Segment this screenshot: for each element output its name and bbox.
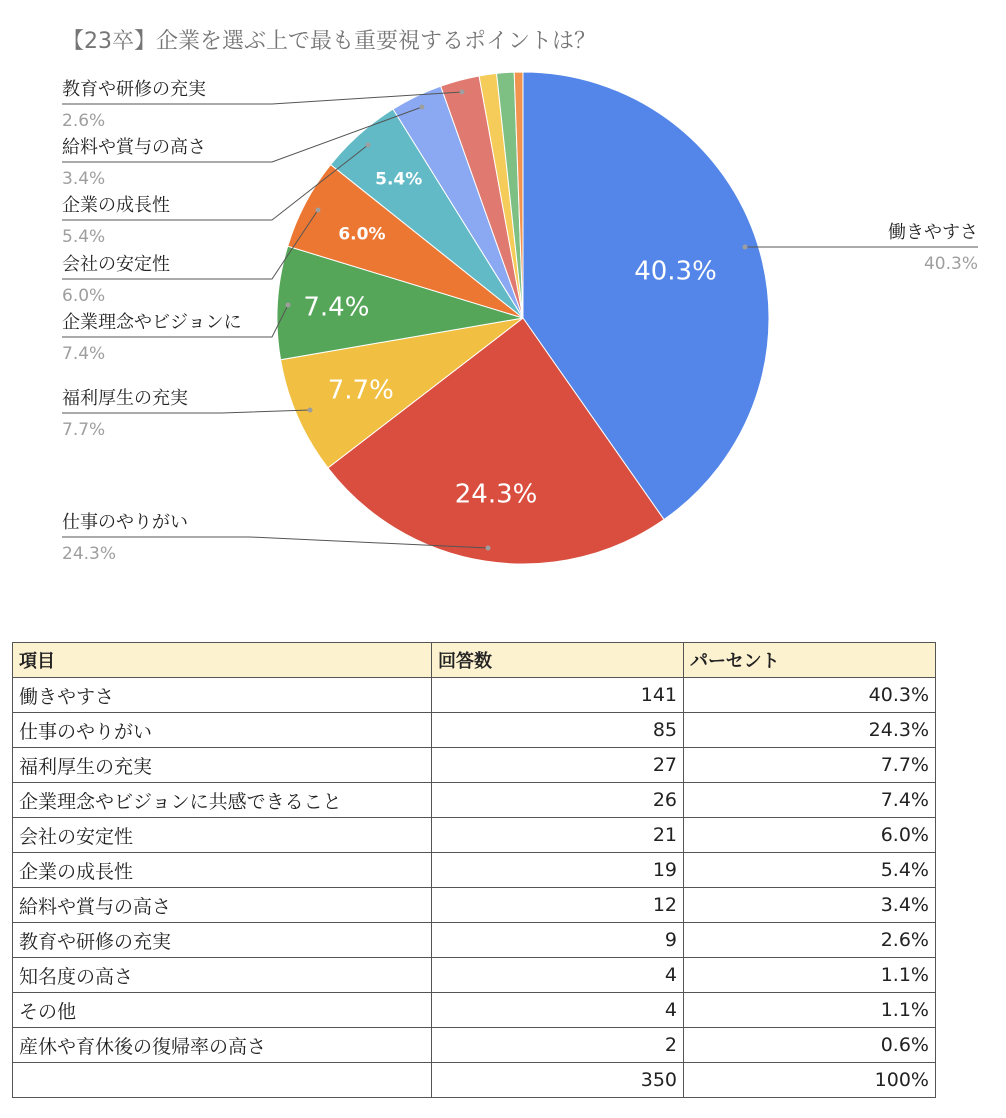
cell-percent: 6.0% [684, 818, 936, 853]
table-body [13, 678, 936, 1098]
slice-value-label: 5.4% [375, 169, 423, 190]
slice-category-label: 会社の安定性 [62, 254, 170, 275]
table-row [13, 923, 936, 958]
header-count: 回答数 [432, 643, 684, 678]
slice-category-label: 福利厚生の充実 [62, 388, 188, 409]
slice-category-label: 教育や研修の充実 [62, 79, 206, 100]
data-table [12, 642, 936, 1098]
cell-percent: 100% [684, 1063, 936, 1098]
slice-percent-label: 7.4% [62, 344, 106, 364]
cell-item: 教育や研修の充実 [13, 923, 432, 958]
slice-value-label: 24.3% [454, 479, 538, 510]
cell-percent: 1.1% [684, 958, 936, 993]
cell-item: 企業の成長性 [13, 853, 432, 888]
slice-value-label: 6.0% [338, 224, 386, 245]
slice-value-label: 7.4% [303, 292, 370, 323]
cell-item: 知名度の高さ [13, 958, 432, 993]
leader-dot [308, 408, 313, 413]
leader-dot [316, 208, 321, 213]
cell-count: 4 [432, 993, 684, 1028]
table-row [13, 818, 936, 853]
cell-count: 85 [432, 713, 684, 748]
cell-count: 27 [432, 748, 684, 783]
leader-dot [286, 303, 291, 308]
slice-category-label: 企業の成長性 [62, 195, 170, 216]
cell-item: 福利厚生の充実 [13, 748, 432, 783]
table-total-row [13, 1063, 936, 1098]
table-row [13, 678, 936, 713]
slice-category-label: 企業理念やビジョンに [62, 312, 242, 333]
slice-percent-label: 40.3% [923, 254, 978, 274]
cell-percent: 3.4% [684, 888, 936, 923]
cell-percent: 2.6% [684, 923, 936, 958]
table-row [13, 1028, 936, 1063]
cell-percent: 1.1% [684, 993, 936, 1028]
cell-percent: 40.3% [684, 678, 936, 713]
slice-percent-label: 7.7% [62, 420, 106, 440]
table-header-row [13, 643, 936, 678]
cell-percent: 7.4% [684, 783, 936, 818]
cell-percent: 5.4% [684, 853, 936, 888]
table-row [13, 993, 936, 1028]
slice-percent-label: 24.3% [62, 544, 117, 564]
cell-item: 会社の安定性 [13, 818, 432, 853]
table-row [13, 713, 936, 748]
cell-count: 2 [432, 1028, 684, 1063]
cell-item: 給料や賞与の高さ [13, 888, 432, 923]
cell-count: 9 [432, 923, 684, 958]
cell-count: 12 [432, 888, 684, 923]
header-percent: パーセント [684, 643, 936, 678]
slice-category-label: 働きやすさ [888, 222, 978, 243]
cell-percent: 0.6% [684, 1028, 936, 1063]
table-row [13, 958, 936, 993]
table-row [13, 783, 936, 818]
cell-percent: 24.3% [684, 713, 936, 748]
chart-title: 【23卒】企業を選ぶ上で最も重要視するポイントは？ [62, 29, 596, 54]
cell-item: 仕事のやりがい [13, 713, 432, 748]
cell-percent: 7.7% [684, 748, 936, 783]
leader-line [62, 410, 310, 413]
cell-count: 350 [432, 1063, 684, 1098]
slice-category-label: 給料や賞与の高さ [62, 137, 206, 158]
cell-count: 141 [432, 678, 684, 713]
slice-percent-label: 3.4% [62, 169, 106, 189]
header-item: 項目 [13, 643, 432, 678]
leader-dot [486, 546, 491, 551]
cell-count: 26 [432, 783, 684, 818]
slice-percent-label: 2.6% [62, 111, 106, 131]
table-row [13, 853, 936, 888]
cell-count: 21 [432, 818, 684, 853]
cell-item: その他 [13, 993, 432, 1028]
slice-value-label: 40.3% [634, 256, 717, 287]
cell-item: 働きやすさ [13, 678, 432, 713]
leader-dot [366, 143, 371, 148]
slice-percent-label: 6.0% [62, 286, 106, 306]
table-row [13, 888, 936, 923]
slice-percent-label: 5.4% [62, 227, 106, 247]
cell-item: 産休や育休後の復帰率の高さ [13, 1028, 432, 1063]
cell-item: 企業理念やビジョンに共感できること [13, 783, 432, 818]
slice-value-label: 7.7% [327, 375, 394, 406]
cell-item [13, 1063, 432, 1098]
slice-category-label: 仕事のやりがい [62, 512, 188, 533]
leader-dot [460, 90, 465, 95]
leader-dot [420, 105, 425, 110]
leader-dot [743, 245, 748, 250]
table-row [13, 748, 936, 783]
cell-count: 4 [432, 958, 684, 993]
cell-count: 19 [432, 853, 684, 888]
